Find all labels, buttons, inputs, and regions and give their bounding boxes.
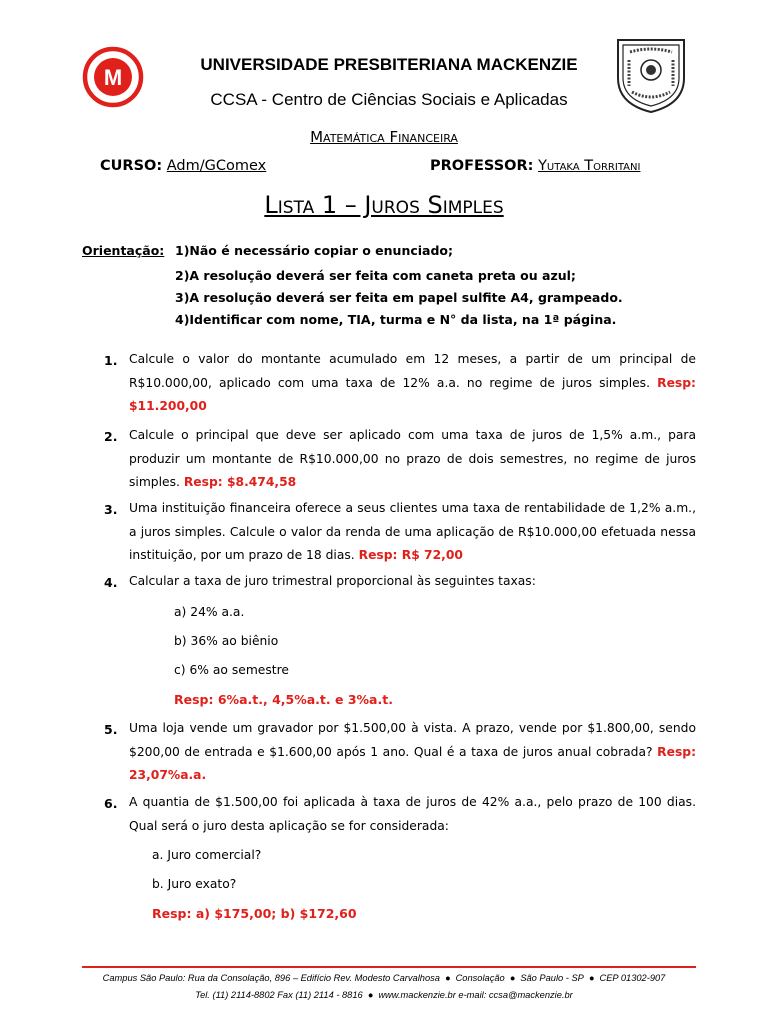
question-text: Uma loja vende um gravador por $1.500,00 à vista. A prazo, vende por $1.800,00, sendo $200,00 de entrada e $1.600,00 após 1 ano. Qual é a taxa de juros anual cobrada? Resp: 23,07%a.a.: [129, 721, 696, 782]
question-text: Calcular a taxa de juro trimestral proporcional às seguintes taxas:: [129, 574, 536, 588]
footer-contact: Tel. (11) 2114-8802 Fax (11) 2114 - 8816 ● www.mackenzie.br e-mail: ccsa@mackenzie.br: [195, 990, 573, 1000]
sub-item: a) 24% a.a.: [174, 605, 245, 619]
answer: Resp: a) $175,00; b) $172,60: [152, 906, 357, 921]
question-number: 1.: [104, 353, 118, 368]
question-text: Uma instituição financeira oferece a seus clientes uma taxa de rentabilidade de 1,2% a.m., a juros simples. Calcule o valor da renda de uma aplicação de R$10.000,00 efetuada nessa instituição, por um prazo de 18 dias. Resp: R$ 72,00: [129, 501, 696, 562]
question-number: 3.: [104, 502, 118, 517]
sub-item: b. Juro exato?: [152, 877, 237, 891]
orientation-item: 4)Identificar com nome, TIA, turma e N° da lista, na 1ª página.: [175, 312, 617, 327]
answer: Resp: $11.200,00: [129, 375, 696, 413]
question-number: 4.: [104, 575, 118, 590]
course-label: CURSO:: [100, 158, 163, 174]
footer-divider: [82, 966, 696, 968]
course-line: [100, 158, 266, 174]
course-value: Adm/GComex: [166, 158, 267, 174]
answer: Resp: R$ 72,00: [358, 548, 463, 562]
orientation-label: Orientação:: [82, 243, 165, 258]
bullet-icon: ●: [367, 990, 374, 1000]
mackenzie-logo: [82, 46, 144, 108]
question-text: Calcule o valor do montante acumulado em 12 meses, a partir de um principal de R$10.000,00, aplicado com uma taxa de 12% a.a. no regime de juros simples. Resp: $11.200,00: [129, 352, 696, 413]
question-number: 5.: [104, 722, 118, 737]
answer: Resp: 23,07%a.a.: [129, 744, 696, 782]
center-name: CCSA - Centro de Ciências Sociais e Aplicadas: [210, 90, 568, 109]
answer: Resp: $8.474,58: [183, 475, 297, 489]
professor-line: [430, 158, 640, 174]
professor-value: Yutaka Torritani: [538, 158, 641, 174]
logo-letter: M: [103, 65, 123, 90]
professor-label: PROFESSOR:: [430, 158, 534, 174]
question-text: Calcule o principal que deve ser aplicado com uma taxa de juros de 1,5% a.m., para produzir um montante de R$10.000,00 no prazo de dois semestres, no regime de juros simples. Resp: $8.474,58: [129, 428, 696, 489]
question-number: 2.: [104, 429, 118, 444]
question-text: A quantia de $1.500,00 foi aplicada à taxa de juros de 42% a.a., pelo prazo de 100 dias. Qual será o juro desta aplicação se for considerada:: [129, 795, 696, 833]
orientation-item: 1)Não é necessário copiar o enunciado;: [175, 243, 454, 258]
subject-title: Matemática Financeira: [310, 128, 458, 146]
sub-item: a. Juro comercial?: [152, 848, 262, 862]
bullet-icon: ●: [509, 973, 516, 983]
bullet-icon: ●: [588, 973, 595, 983]
orientation-item: 2)A resolução deverá ser feita com caneta preta ou azul;: [175, 268, 576, 283]
footer-address: Campus São Paulo: Rua da Consolação, 896 – Edifício Rev. Modesto Carvalhosa ● Consolação ● São Paulo - SP ● CEP 01302-907: [102, 973, 666, 983]
question-number: 6.: [104, 796, 118, 811]
sub-item: b) 36% ao biênio: [174, 634, 279, 648]
list-title: Lista 1 – Juros Simples: [264, 191, 504, 219]
answer: Resp: 6%a.t., 4,5%a.t. e 3%a.t.: [174, 692, 393, 707]
university-name: UNIVERSIDADE PRESBITERIANA MACKENZIE: [200, 55, 578, 74]
bullet-icon: ●: [444, 973, 451, 983]
orientation-item: 3)A resolução deverá ser feita em papel sulfite A4, grampeado.: [175, 290, 623, 305]
sub-item: c) 6% ao semestre: [174, 663, 289, 677]
